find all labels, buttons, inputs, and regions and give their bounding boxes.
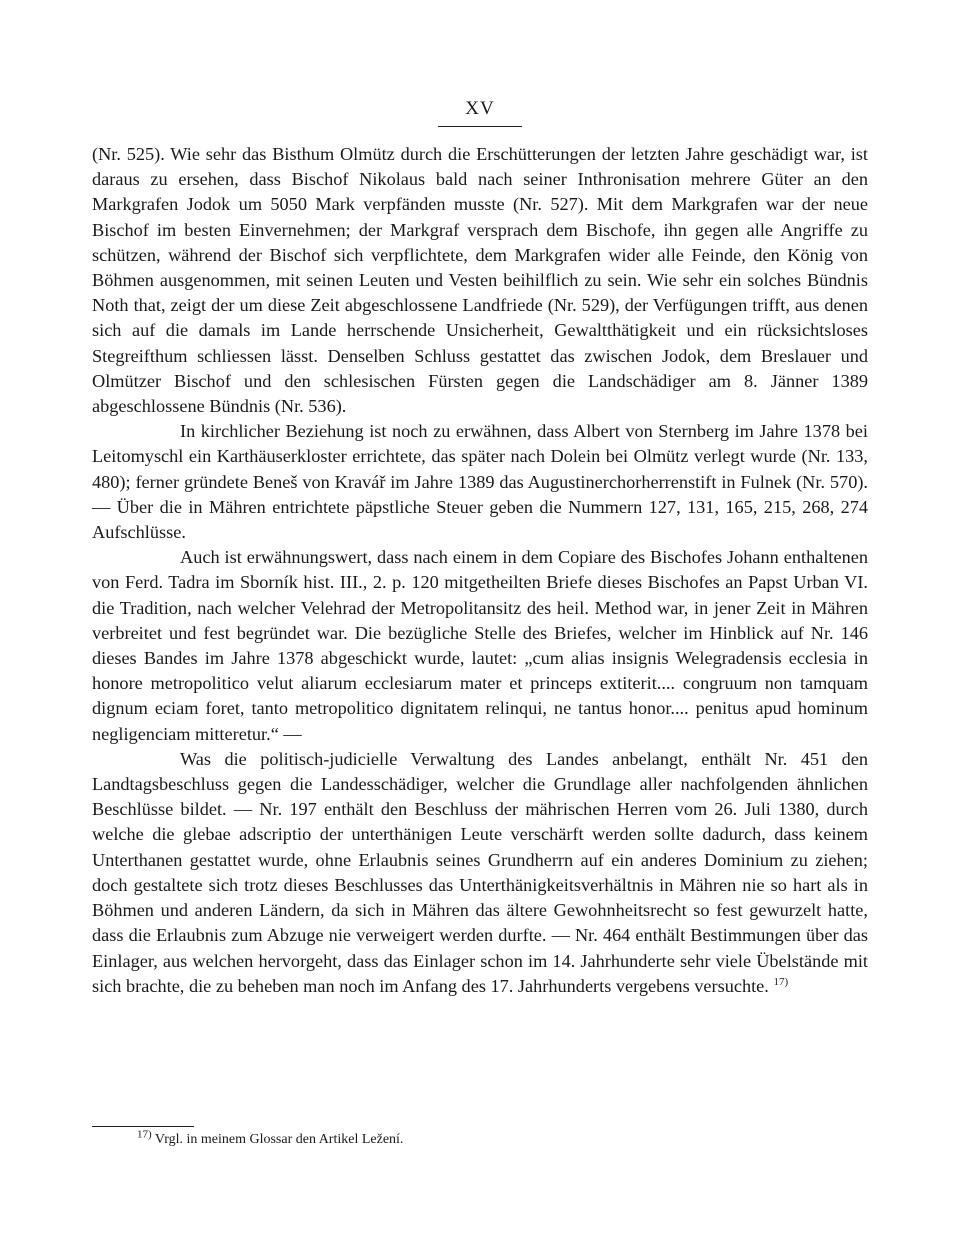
footnote-text: Vrgl. in meinem Glossar den Artikel Ležení.: [154, 1132, 404, 1147]
page-number: XV: [465, 98, 495, 119]
paragraph-1: [92, 142, 868, 419]
paragraph-4-text: Was die politisch-judicielle Verwaltung des Landes anbelangt, enthält Nr. 451 den Landtagsbeschluss gegen die Landesschädiger, welcher die Grundlage aller nachfolgenden ähnlichen Beschlüsse bildet. — Nr. 197 enthält den Beschluss der mährischen Herren vom 26. Juli 1380, durch welche die glebae adscriptio der unterthänigen Leute verschärft werden sollte dadurch, dass keinem Unterthanen gestattet wurde, ohne Erlaubnis seines Grundherrn auf ein anderes Dominium zu ziehen; doch gestaltete sich trotz dieses Beschlusses das Unterthänigkeitsverhältnis in Mähren nie so hart als in Böhmen und anderen Ländern, da sich in Mähren das ältere Gewohnheitsrecht so fest gewurzelt hatte, dass die Erlaubnis zum Abzuge nie verweigert werden durfte. — Nr. 464 enthält Bestimmungen über das Einlager, aus welchen hervorgeht, dass das Einlager schon im 14. Jahrhunderte sehr viele Übelstände mit sich brachte, die zu beheben man noch im Anfang des 17. Jahrhunderts vergebens versuchte.: [92, 748, 868, 996]
footnote-reference[interactable]: 17): [773, 975, 789, 988]
footnote: [137, 1128, 837, 1149]
body-text: [92, 142, 868, 999]
page-number-rule: [438, 126, 522, 127]
paragraph-3: [92, 545, 868, 747]
paragraph-3-text: Auch ist erwähnungswert, dass nach einem in dem Copiare des Bischofes Johann enthaltenen von Ferd. Tadra im Sborník hist. III., 2. p. 120 mitgetheilten Briefe dieses Bischofes an Papst Urban VI. die Tradition, nach welcher Velehrad der Metropolitansitz des heil. Method war, in jener Zeit in Mähren verbreitet und fest begründet war. Die bezügliche Stelle des Briefes, welcher im Hinblick auf Nr. 146 dieses Bandes im Jahre 1378 abgeschickt wurde, lautet: „cum alias insignis Welegradensis ecclesia in honore metropolitico velut aliarum ecclesiarum mater et princeps extiterit.... congruum non tamquam dignum eciam foret, tanto metropolitico dignitatem relinqui, ne tantus honor.... penitus apud hominum negligenciam mitteretur.“ —: [92, 547, 868, 744]
paragraph-2-text: In kirchlicher Beziehung ist noch zu erwähnen, dass Albert von Sternberg im Jahre 1378 bei Leitomyschl ein Karthäuserkloster errichtete, das später nach Dolein bei Olmütz verlegt wurde (Nr. 133, 480); ferner gründete Beneš von Kravář im Jahre 1389 das Augustinerchorherrenstift in Fulnek (Nr. 570). — Über die in Mähren entrichtete päpstliche Steuer geben die Nummern 127, 131, 165, 215, 268, 274 Aufschlüsse.: [92, 421, 868, 543]
paragraph-1-text: (Nr. 525). Wie sehr das Bisthum Olmütz durch die Erschütterungen der letzten Jahre geschädigt war, ist daraus zu ersehen, dass Bischof Nikolaus bald nach seiner Inthronisation mehrere Güter an den Markgrafen Jodok um 5050 Mark verpfänden musste (Nr. 527). Mit dem Markgrafen war der neue Bischof im besten Einvernehmen; der Markgraf versprach dem Bischofe, ihn gegen alle Angriffe zu schützen, während der Bischof sich verpflichtete, dem Markgrafen wider alle Feinde, den König von Böhmen ausgenommen, mit seinen Leuten und Vesten beihilflich zu sein. Wie sehr ein solches Bündnis Noth that, zeigt der um diese Zeit abgeschlossene Landfriede (Nr. 529), der Verfügungen trifft, aus denen sich auf die damals im Lande herrschende Unsicherheit, Gewaltthätigkeit und ein rücksichtsloses Stegreifthum schliessen lässt. Denselben Schluss gestattet das zwischen Jodok, dem Breslauer und Olmützer Bischof und den schlesischen Fürsten gegen die Landschädiger am 8. Jänner 1389 abgeschlossene Bündnis (Nr. 536).: [92, 144, 868, 417]
paragraph-4: [92, 747, 868, 999]
footnote-marker: 17): [137, 1128, 152, 1141]
footnote-rule: [92, 1126, 194, 1127]
paragraph-2: [92, 419, 868, 545]
